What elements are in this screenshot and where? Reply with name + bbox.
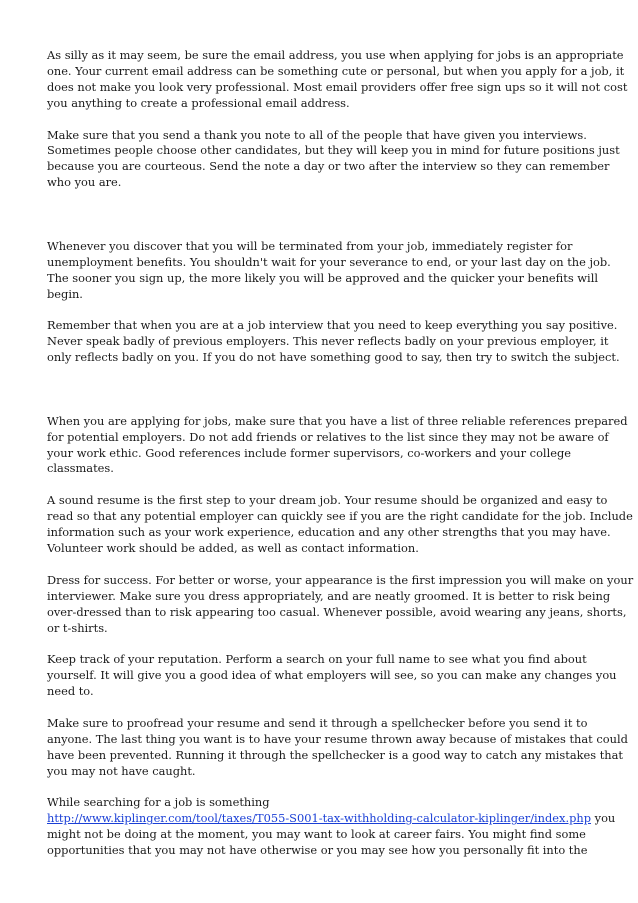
text-line: Whenever you discover that you will be terminated from your job, immediately register for bbox=[47, 238, 573, 253]
text-line: anyone. The last thing you want is to have your resume thrown away because of mistakes that could bbox=[47, 731, 628, 746]
paragraph-stay-positive bbox=[47, 318, 620, 366]
text-line: Volunteer work should be added, as well as contact information. bbox=[47, 540, 419, 555]
text-line: Remember that when you are at a job interview that you need to keep everything you say positive. bbox=[47, 318, 618, 333]
document-page bbox=[47, 48, 634, 875]
text-line: one. Your current email address can be something cute or personal, but when you apply for a job, it bbox=[47, 63, 625, 78]
text-line: The sooner you sign up, the more likely you will be approved and the quicker your benefits will bbox=[47, 270, 598, 285]
paragraph-thank-you-note bbox=[47, 127, 620, 192]
text-line: Make sure to proofread your resume and send it through a spellchecker before you send it to bbox=[47, 715, 588, 730]
paragraph-email-address bbox=[47, 48, 628, 112]
text-line: you anything to create a professional email address. bbox=[47, 95, 350, 110]
text-line: Make sure that you send a thank you note to all of the people that have given you interviews. bbox=[47, 127, 587, 142]
text-line: Sometimes people choose other candidates, but they will keep you in mind for future positions just bbox=[47, 143, 620, 158]
text-line: information such as your work experience, education and any other strengths that you may have. bbox=[47, 525, 611, 540]
text-line: unemployment benefits. You shouldn't wait for your severance to end, or your last day on the job. bbox=[47, 254, 611, 269]
text-line: or t-shirts. bbox=[47, 620, 108, 635]
text-line: Keep track of your reputation. Perform a search on your full name to see what you find about bbox=[47, 652, 587, 667]
text-line: have been prevented. Running it through the spellchecker is a good way to catch any mistakes that bbox=[47, 747, 624, 762]
paragraph-dress-for-success bbox=[47, 572, 634, 637]
text-line: over-dressed than to risk appearing too casual. Whenever possible, avoid wearing any jeans, shorts, bbox=[47, 604, 627, 619]
text-line: A sound resume is the first step to your dream job. Your resume should be organized and easy to bbox=[47, 493, 608, 508]
text-line: does not make you look very professional. Most email providers offer free sign ups so it will not cost bbox=[47, 79, 628, 94]
text-fragment: you bbox=[591, 811, 616, 826]
text-line: Dress for success. For better or worse, your appearance is the first impression you will make on your bbox=[47, 572, 634, 587]
paragraph-unemployment bbox=[47, 238, 611, 303]
blank-gap bbox=[47, 382, 595, 414]
text-line: interviewer. Make sure you dress appropriately, and are neatly groomed. It is better to risk being bbox=[47, 588, 611, 603]
text-line: opportunities that you may not have otherwise or you may see how you personally fit into the bbox=[47, 843, 588, 858]
kiplinger-link[interactable]: http://www.kiplinger.com/tool/taxes/T055-S001-tax-withholding-calculator-kiplinger/index.php bbox=[47, 811, 592, 826]
paragraph-proofread bbox=[47, 715, 628, 780]
text-line: Never speak badly of previous employers. This never reflects badly on your previous employer, it bbox=[47, 334, 609, 349]
text-line: yourself. It will give you a good idea of what employers will see, so you can make any changes you bbox=[47, 668, 617, 683]
text-line: who you are. bbox=[47, 175, 122, 190]
text-line: because you are courteous. Send the note a day or two after the interview so they can remember bbox=[47, 159, 610, 174]
paragraph-resume bbox=[47, 493, 633, 557]
text-line: When you are applying for jobs, make sure that you have a list of three reliable references prepared bbox=[47, 413, 628, 428]
paragraph-reputation bbox=[47, 652, 617, 700]
text-line: As silly as it may seem, be sure the email address, you use when applying for jobs is an appropriate bbox=[47, 48, 624, 62]
text-line: read so that any potential employer can quickly see if you are the right candidate for the job. Include bbox=[47, 509, 633, 524]
text-line: your work ethic. Good references include former supervisors, co-workers and your college bbox=[47, 445, 571, 460]
text-line: for potential employers. Do not add friends or relatives to the list since they may not be aware of bbox=[47, 429, 609, 444]
paragraph-career-fairs bbox=[47, 795, 616, 859]
paragraph-references bbox=[47, 413, 628, 478]
text-line: classmates. bbox=[47, 461, 114, 476]
text-line: only reflects badly on you. If you do not have something good to say, then try to switch the subject. bbox=[47, 350, 620, 365]
text-line: need to. bbox=[47, 684, 94, 699]
text-line-with-link bbox=[47, 811, 616, 827]
text-line: you may not have caught. bbox=[47, 763, 196, 778]
text-line: begin. bbox=[47, 286, 83, 301]
blank-gap bbox=[47, 207, 595, 239]
text-line: While searching for a job is something bbox=[47, 795, 270, 810]
text-line: might not be doing at the moment, you may want to look at career fairs. You might find some bbox=[47, 827, 586, 842]
